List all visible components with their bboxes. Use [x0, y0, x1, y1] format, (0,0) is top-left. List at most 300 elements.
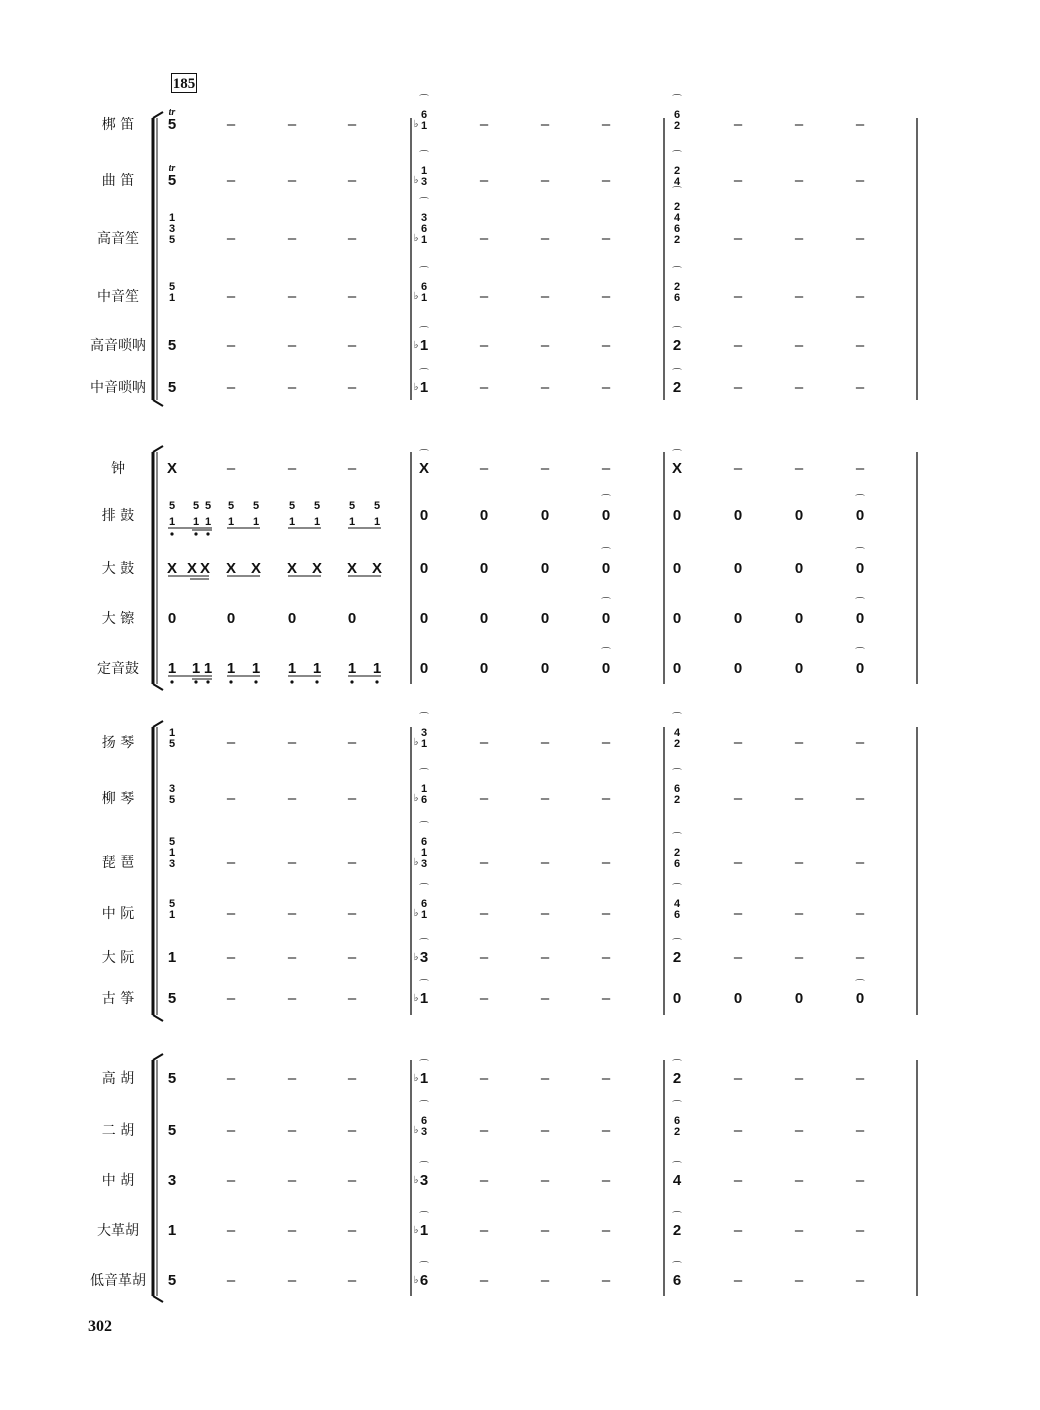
sustain-dash: – [540, 172, 550, 189]
timpani-note: 1 [226, 660, 236, 677]
note: 5 [168, 836, 176, 848]
note: 3 [168, 223, 176, 235]
sustain-dash: – [226, 854, 236, 871]
timpani-note: 1 [347, 660, 357, 677]
rest-zero: 0 [540, 660, 550, 677]
sustain-dash: – [540, 337, 550, 354]
sustain-dash: – [733, 116, 743, 133]
note: 4 [673, 898, 681, 910]
note: 1 [420, 292, 428, 304]
octave-dot [375, 680, 378, 683]
sustain-dash: – [540, 854, 550, 871]
sustain-dash: – [855, 379, 865, 396]
instrument-label: 中音笙 [97, 289, 139, 305]
octave-dot [350, 680, 353, 683]
bell-hit: X [671, 460, 683, 477]
note: 1 [168, 212, 176, 224]
sustain-dash: – [794, 379, 804, 396]
sustain-dash: – [287, 460, 297, 477]
sustain-dash: – [540, 1070, 550, 1087]
note: 1 [168, 909, 176, 921]
sustain-dash: – [733, 379, 743, 396]
drum-hit: X [186, 560, 198, 577]
sustain-dash: – [733, 337, 743, 354]
note: 6 [420, 109, 428, 121]
sustain-dash: – [794, 230, 804, 247]
sustain-dash: – [855, 1070, 865, 1087]
sustain-dash: – [347, 854, 357, 871]
note: 1 [419, 337, 429, 354]
flat-sign: ♭ [413, 857, 419, 868]
instrument-label: 二 胡 [101, 1123, 135, 1139]
note: 1 [168, 847, 176, 859]
fermata: ⌒ [672, 151, 682, 162]
note: 4 [673, 727, 681, 739]
sustain-dash: – [794, 949, 804, 966]
pai-gu-lower: 1 [192, 516, 200, 528]
sustain-dash: – [855, 905, 865, 922]
sustain-dash: – [794, 288, 804, 305]
note: 2 [673, 794, 681, 806]
flat-sign: ♭ [413, 119, 419, 130]
bracket-hook [153, 400, 163, 406]
note: 5 [168, 898, 176, 910]
note: 5 [167, 116, 177, 133]
sustain-dash: – [347, 949, 357, 966]
fermata: ⌒ [855, 980, 865, 991]
trill-mark: tr [168, 163, 176, 174]
pai-gu-lower: 1 [348, 516, 356, 528]
note: 3 [168, 783, 176, 795]
flat-sign: ♭ [413, 382, 419, 393]
octave-dot [254, 680, 257, 683]
note: 2 [673, 120, 681, 132]
sustain-dash: – [347, 172, 357, 189]
sustain-dash: – [287, 288, 297, 305]
sustain-dash: – [226, 230, 236, 247]
octave-dot [315, 680, 318, 683]
instrument-label: 扬 琴 [101, 735, 135, 751]
sustain-dash: – [540, 990, 550, 1007]
rest-zero: 0 [855, 507, 865, 524]
sustain-dash: – [855, 460, 865, 477]
sustain-dash: – [540, 379, 550, 396]
note: 6 [420, 1115, 428, 1127]
sustain-dash: – [601, 230, 611, 247]
sustain-dash: – [794, 905, 804, 922]
sustain-dash: – [226, 905, 236, 922]
bracket-hook [153, 112, 163, 118]
note: 1 [420, 738, 428, 750]
timpani-note: 1 [287, 660, 297, 677]
sustain-dash: – [479, 379, 489, 396]
bracket-hook [153, 1054, 163, 1060]
sustain-dash: – [855, 1272, 865, 1289]
sustain-dash: – [226, 337, 236, 354]
sustain-dash: – [479, 1272, 489, 1289]
sustain-dash: – [479, 337, 489, 354]
sustain-dash: – [733, 1122, 743, 1139]
sustain-dash: – [794, 1272, 804, 1289]
bracket-hook [153, 721, 163, 727]
rehearsal-mark: 185 [171, 73, 197, 93]
octave-dot [170, 532, 173, 535]
sustain-dash: – [855, 172, 865, 189]
rest-zero: 0 [855, 990, 865, 1007]
rest-zero: 0 [672, 507, 682, 524]
drum-hit: X [199, 560, 211, 577]
sustain-dash: – [794, 1070, 804, 1087]
octave-dot [170, 680, 173, 683]
bracket-hook [153, 446, 163, 452]
pai-gu-lower: 1 [288, 516, 296, 528]
sustain-dash: – [794, 1222, 804, 1239]
note: 2 [673, 1126, 681, 1138]
flat-sign: ♭ [413, 908, 419, 919]
sustain-dash: – [226, 116, 236, 133]
note: 1 [420, 165, 428, 177]
pai-gu-upper: 5 [348, 500, 356, 512]
note: 1 [420, 234, 428, 246]
sustain-dash: – [226, 1122, 236, 1139]
sustain-dash: – [601, 116, 611, 133]
fermata: ⌒ [601, 648, 611, 659]
fermata: ⌒ [855, 648, 865, 659]
instrument-label: 高音笙 [97, 231, 139, 247]
fermata: ⌒ [672, 1101, 682, 1112]
rest-zero: 0 [733, 507, 743, 524]
timpani-note: 1 [312, 660, 322, 677]
note: 3 [419, 1172, 429, 1189]
note: 1 [420, 120, 428, 132]
drum-hit: X [371, 560, 383, 577]
timpani-note: 1 [191, 660, 201, 677]
sustain-dash: – [601, 990, 611, 1007]
note: 3 [167, 1172, 177, 1189]
sustain-dash: – [855, 949, 865, 966]
sustain-dash: – [347, 288, 357, 305]
sustain-dash: – [733, 949, 743, 966]
sustain-dash: – [347, 1272, 357, 1289]
sustain-dash: – [347, 230, 357, 247]
fermata: ⌒ [419, 884, 429, 895]
sustain-dash: – [540, 949, 550, 966]
instrument-label: 梆 笛 [101, 117, 135, 133]
sustain-dash: – [540, 460, 550, 477]
pai-gu-upper: 5 [204, 500, 212, 512]
drum-hit: X [225, 560, 237, 577]
rest-zero: 0 [347, 610, 357, 627]
sustain-dash: – [479, 949, 489, 966]
sustain-dash: – [287, 949, 297, 966]
rest-zero: 0 [794, 507, 804, 524]
instrument-label: 中 胡 [101, 1173, 135, 1189]
sustain-dash: – [855, 1172, 865, 1189]
rest-zero: 0 [855, 610, 865, 627]
sustain-dash: – [287, 1172, 297, 1189]
note: 1 [420, 909, 428, 921]
note: 2 [673, 281, 681, 293]
rest-zero: 0 [540, 610, 550, 627]
sustain-dash: – [855, 734, 865, 751]
fermata: ⌒ [672, 769, 682, 780]
rest-zero: 0 [419, 507, 429, 524]
sustain-dash: – [733, 460, 743, 477]
pai-gu-upper: 5 [227, 500, 235, 512]
sustain-dash: – [601, 1222, 611, 1239]
pai-gu-lower: 1 [252, 516, 260, 528]
sustain-dash: – [733, 172, 743, 189]
flat-sign: ♭ [413, 737, 419, 748]
sustain-dash: – [540, 790, 550, 807]
sustain-dash: – [794, 790, 804, 807]
sustain-dash: – [733, 905, 743, 922]
note: 2 [672, 1222, 682, 1239]
instrument-label: 大 鼓 [101, 561, 135, 577]
flat-sign: ♭ [413, 1175, 419, 1186]
note: 1 [168, 727, 176, 739]
sustain-dash: – [226, 1070, 236, 1087]
instrument-label: 排 鼓 [101, 508, 135, 524]
sustain-dash: – [479, 288, 489, 305]
fermata: ⌒ [419, 1060, 429, 1071]
note: 3 [420, 858, 428, 870]
sustain-dash: – [601, 905, 611, 922]
sustain-dash: – [479, 1122, 489, 1139]
fermata: ⌒ [855, 495, 865, 506]
note: 5 [168, 794, 176, 806]
octave-dot [229, 680, 232, 683]
note: 3 [420, 1126, 428, 1138]
sustain-dash: – [226, 379, 236, 396]
rest-zero: 0 [540, 560, 550, 577]
instrument-label: 柳 琴 [101, 791, 135, 807]
fermata: ⌒ [419, 267, 429, 278]
pai-gu-lower: 1 [227, 516, 235, 528]
rest-zero: 0 [540, 507, 550, 524]
rest-zero: 0 [733, 610, 743, 627]
sustain-dash: – [479, 1222, 489, 1239]
note: 5 [167, 1272, 177, 1289]
trill-mark: tr [168, 107, 176, 118]
sustain-dash: – [733, 1172, 743, 1189]
sustain-dash: – [287, 337, 297, 354]
note: 1 [167, 949, 177, 966]
sustain-dash: – [479, 172, 489, 189]
instrument-label: 高 胡 [101, 1071, 135, 1087]
drum-hit: X [166, 560, 178, 577]
octave-dot [194, 680, 197, 683]
fermata: ⌒ [672, 450, 682, 461]
sustain-dash: – [479, 460, 489, 477]
note: 1 [419, 379, 429, 396]
sustain-dash: – [794, 337, 804, 354]
instrument-label: 琵 琶 [101, 855, 135, 871]
sustain-dash: – [733, 854, 743, 871]
sustain-dash: – [733, 288, 743, 305]
sustain-dash: – [226, 949, 236, 966]
pai-gu-lower: 1 [168, 516, 176, 528]
fermata: ⌒ [419, 713, 429, 724]
note: 6 [673, 858, 681, 870]
sustain-dash: – [226, 1272, 236, 1289]
sustain-dash: – [226, 734, 236, 751]
sustain-dash: – [855, 1222, 865, 1239]
sustain-dash: – [794, 460, 804, 477]
sustain-dash: – [347, 460, 357, 477]
instrument-label: 低音革胡 [90, 1273, 146, 1289]
sustain-dash: – [287, 1122, 297, 1139]
sustain-dash: – [347, 1122, 357, 1139]
sustain-dash: – [733, 1070, 743, 1087]
bracket-hook [153, 684, 163, 690]
sustain-dash: – [226, 1222, 236, 1239]
pai-gu-lower: 1 [373, 516, 381, 528]
note: 1 [168, 292, 176, 304]
sustain-dash: – [855, 116, 865, 133]
fermata: ⌒ [672, 95, 682, 106]
rest-zero: 0 [672, 990, 682, 1007]
instrument-label: 中音唢呐 [90, 380, 146, 396]
fermata: ⌒ [672, 884, 682, 895]
note: 6 [420, 281, 428, 293]
rest-zero: 0 [733, 560, 743, 577]
flat-sign: ♭ [413, 1125, 419, 1136]
sustain-dash: – [540, 1272, 550, 1289]
drum-hit: X [286, 560, 298, 577]
note: 3 [168, 858, 176, 870]
fermata: ⌒ [672, 1262, 682, 1273]
flat-sign: ♭ [413, 340, 419, 351]
rest-zero: 0 [601, 660, 611, 677]
sustain-dash: – [479, 230, 489, 247]
sustain-dash: – [540, 230, 550, 247]
sustain-dash: – [601, 854, 611, 871]
fermata: ⌒ [419, 939, 429, 950]
sustain-dash: – [287, 1070, 297, 1087]
sustain-dash: – [794, 854, 804, 871]
note: 3 [420, 176, 428, 188]
sustain-dash: – [479, 905, 489, 922]
sustain-dash: – [601, 790, 611, 807]
pai-gu-upper: 5 [252, 500, 260, 512]
rest-zero: 0 [733, 660, 743, 677]
octave-dot [206, 532, 209, 535]
rest-zero: 0 [419, 660, 429, 677]
note: 6 [673, 109, 681, 121]
rest-zero: 0 [287, 610, 297, 627]
sustain-dash: – [287, 379, 297, 396]
sustain-dash: – [540, 116, 550, 133]
sustain-dash: – [347, 116, 357, 133]
fermata: ⌒ [419, 450, 429, 461]
sustain-dash: – [601, 337, 611, 354]
fermata: ⌒ [419, 327, 429, 338]
rest-zero: 0 [855, 560, 865, 577]
fermata: ⌒ [419, 95, 429, 106]
sustain-dash: – [287, 1272, 297, 1289]
note: 1 [419, 1070, 429, 1087]
rest-zero: 0 [855, 660, 865, 677]
rest-zero: 0 [601, 560, 611, 577]
sustain-dash: – [855, 288, 865, 305]
note: 1 [420, 847, 428, 859]
sustain-dash: – [479, 790, 489, 807]
note: 5 [167, 172, 177, 189]
note: 6 [672, 1272, 682, 1289]
drum-hit: X [346, 560, 358, 577]
rest-zero: 0 [794, 660, 804, 677]
rest-zero: 0 [794, 990, 804, 1007]
note: 2 [672, 337, 682, 354]
fermata: ⌒ [672, 833, 682, 844]
sustain-dash: – [226, 288, 236, 305]
note: 3 [419, 949, 429, 966]
rest-zero: 0 [226, 610, 236, 627]
fermata: ⌒ [672, 369, 682, 380]
sustain-dash: – [855, 230, 865, 247]
fermata: ⌒ [672, 713, 682, 724]
sustain-dash: – [733, 230, 743, 247]
fermata: ⌒ [672, 1060, 682, 1071]
note: 5 [168, 738, 176, 750]
sustain-dash: – [794, 172, 804, 189]
sustain-dash: – [794, 1122, 804, 1139]
note: 1 [420, 783, 428, 795]
sustain-dash: – [601, 288, 611, 305]
rest-zero: 0 [672, 610, 682, 627]
bell-hit: X [418, 460, 430, 477]
note: 6 [673, 292, 681, 304]
fermata: ⌒ [419, 1162, 429, 1173]
fermata: ⌒ [601, 548, 611, 559]
sustain-dash: – [733, 790, 743, 807]
drum-hit: X [311, 560, 323, 577]
pai-gu-upper: 5 [168, 500, 176, 512]
sustain-dash: – [601, 1272, 611, 1289]
note: 5 [168, 281, 176, 293]
sustain-dash: – [287, 990, 297, 1007]
fermata: ⌒ [672, 1162, 682, 1173]
fermata: ⌒ [672, 187, 682, 198]
sustain-dash: – [855, 854, 865, 871]
sustain-dash: – [794, 116, 804, 133]
note: 6 [419, 1272, 429, 1289]
sustain-dash: – [347, 337, 357, 354]
sustain-dash: – [540, 1122, 550, 1139]
note: 6 [420, 794, 428, 806]
sustain-dash: – [855, 1122, 865, 1139]
pai-gu-upper: 5 [192, 500, 200, 512]
page-number: 302 [88, 1318, 112, 1335]
sustain-dash: – [347, 905, 357, 922]
note: 6 [673, 1115, 681, 1127]
sustain-dash: – [794, 734, 804, 751]
pai-gu-upper: 5 [373, 500, 381, 512]
note: 6 [420, 836, 428, 848]
flat-sign: ♭ [413, 793, 419, 804]
sustain-dash: – [601, 1070, 611, 1087]
instrument-label: 古 筝 [101, 991, 135, 1007]
sustain-dash: – [226, 460, 236, 477]
instrument-label: 钟 [111, 461, 125, 477]
sustain-dash: – [855, 337, 865, 354]
rest-zero: 0 [601, 507, 611, 524]
sustain-dash: – [540, 734, 550, 751]
note: 1 [419, 1222, 429, 1239]
note: 5 [167, 337, 177, 354]
fermata: ⌒ [419, 769, 429, 780]
